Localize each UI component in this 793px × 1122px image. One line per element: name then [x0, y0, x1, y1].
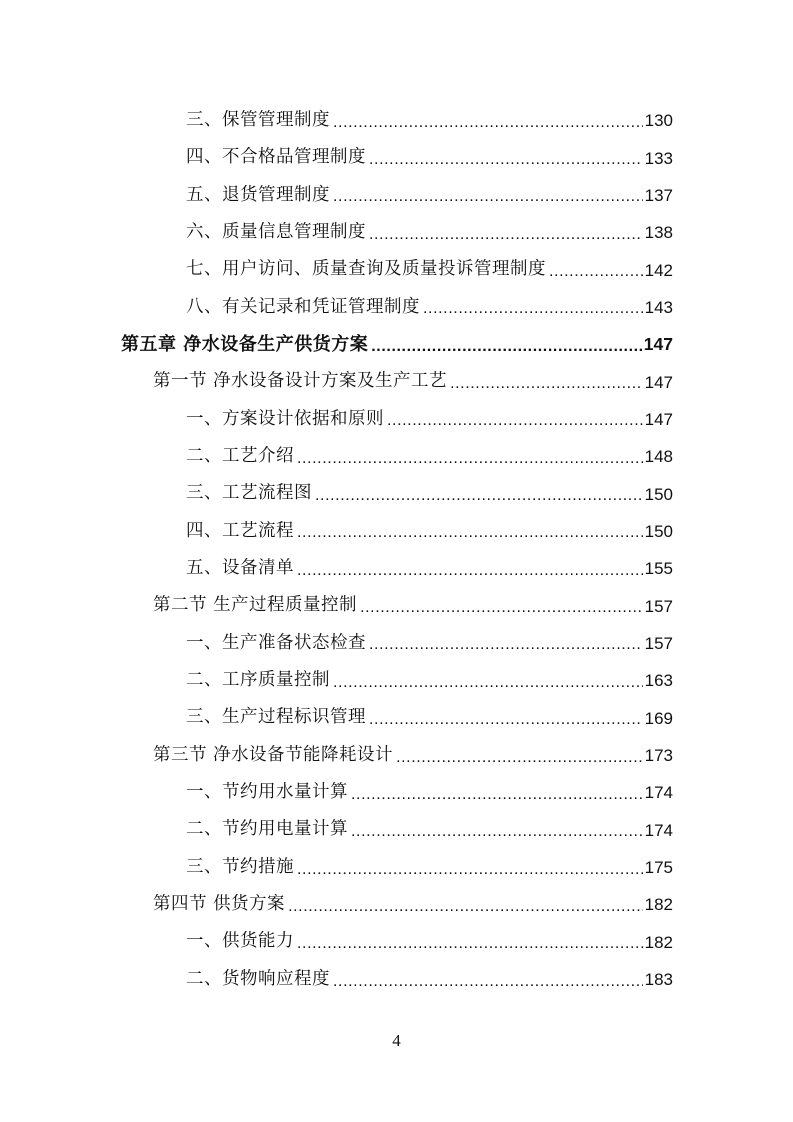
- toc-entry-page: 182: [644, 895, 673, 915]
- toc-entry-page: 148: [644, 447, 673, 467]
- toc-entry-page: 147: [643, 333, 673, 354]
- toc-entry-label: 四、不合格品管理制度: [186, 147, 366, 168]
- toc-entry-page: 174: [644, 820, 673, 840]
- toc-entry-label: 四、工艺流程: [186, 520, 294, 541]
- toc-entry-label: 第四节 供货方案: [153, 894, 286, 915]
- toc-entry-page: 163: [644, 671, 673, 691]
- toc-entry-page: 147: [644, 409, 673, 429]
- dot-leader: [549, 264, 643, 280]
- toc-entry-page: 150: [644, 521, 673, 541]
- toc-entry[interactable]: [0, 251, 793, 288]
- toc-entry-page: 130: [644, 111, 673, 131]
- toc-entry-page: 157: [644, 596, 673, 616]
- dot-leader: [450, 376, 643, 392]
- toc-entry-page: 150: [644, 484, 673, 504]
- dot-leader: [369, 637, 643, 653]
- toc-entry-label: 三、生产过程标识管理: [186, 707, 366, 728]
- dot-leader: [333, 974, 643, 990]
- dot-leader: [333, 189, 643, 205]
- toc-entry-label: 第五章 净水设备生产供货方案: [121, 333, 369, 355]
- toc-entry[interactable]: [0, 662, 793, 699]
- toc-entry-page: 155: [644, 559, 673, 579]
- toc-entry[interactable]: [0, 924, 793, 961]
- toc-entry-page: 133: [644, 148, 673, 168]
- toc-entry[interactable]: [0, 289, 793, 326]
- toc-entry-label: 第一节 净水设备设计方案及生产工艺: [153, 371, 448, 392]
- dot-leader: [396, 750, 643, 766]
- toc-entry-label: 三、节约措施: [186, 856, 294, 877]
- dot-leader: [297, 862, 643, 878]
- toc-entry-page: 169: [644, 708, 673, 728]
- toc-entry-label: 三、工艺流程图: [186, 483, 312, 504]
- toc-entry[interactable]: [0, 961, 793, 998]
- toc-entry-label: 一、生产准备状态检查: [186, 632, 366, 653]
- toc-chapter-entry[interactable]: [0, 326, 793, 363]
- toc-entry[interactable]: [0, 550, 793, 587]
- toc-entry-page: 182: [644, 932, 673, 952]
- toc-entry-page: 138: [644, 223, 673, 243]
- page-number: 4: [392, 1031, 401, 1050]
- toc-entry-label: 三、保管管理制度: [186, 109, 330, 130]
- dot-leader: [315, 488, 643, 504]
- dot-leader: [297, 451, 643, 467]
- toc-entry-label: 第二节 生产过程质量控制: [153, 595, 358, 616]
- toc-entry-page: 143: [644, 297, 673, 317]
- dot-leader: [297, 563, 643, 579]
- toc-entry-page: 157: [644, 633, 673, 653]
- toc-entry-label: 八、有关记录和凭证管理制度: [186, 296, 420, 317]
- toc-entry[interactable]: [0, 177, 793, 214]
- toc-entry-label: 二、工艺介绍: [186, 446, 294, 467]
- dot-leader: [288, 899, 643, 915]
- toc-section-entry[interactable]: [0, 587, 793, 624]
- toc-section-entry[interactable]: [0, 737, 793, 774]
- toc-entry[interactable]: [0, 102, 793, 139]
- toc-entry-label: 六、质量信息管理制度: [186, 221, 366, 242]
- toc-entry-page: 137: [644, 185, 673, 205]
- dot-leader: [360, 600, 643, 616]
- dot-leader: [297, 936, 643, 952]
- toc-entry-page: 174: [644, 783, 673, 803]
- toc-entry-page: 147: [644, 372, 673, 392]
- toc-section-entry[interactable]: [0, 363, 793, 400]
- dot-leader: [369, 712, 643, 728]
- toc-entry-label: 五、退货管理制度: [186, 184, 330, 205]
- dot-leader: [351, 824, 643, 840]
- toc-entry-label: 七、用户访问、质量查询及质量投诉管理制度: [186, 259, 546, 280]
- toc-entry-label: 二、节约用电量计算: [186, 819, 348, 840]
- dot-leader: [387, 413, 643, 429]
- toc-section-entry[interactable]: [0, 886, 793, 923]
- toc-entry-label: 一、节约用水量计算: [186, 782, 348, 803]
- toc-entry[interactable]: [0, 774, 793, 811]
- toc-entry[interactable]: [0, 139, 793, 176]
- dot-leader: [423, 301, 643, 317]
- toc-entry-label: 第三节 净水设备节能降耗设计: [153, 744, 394, 765]
- dot-leader: [351, 787, 643, 803]
- toc-entry[interactable]: [0, 625, 793, 662]
- dot-leader: [333, 675, 643, 691]
- toc-entry[interactable]: [0, 401, 793, 438]
- table-of-contents: [0, 102, 793, 998]
- toc-entry[interactable]: [0, 513, 793, 550]
- toc-entry[interactable]: [0, 849, 793, 886]
- dot-leader: [333, 115, 643, 131]
- toc-entry-label: 二、工序质量控制: [186, 670, 330, 691]
- dot-leader: [297, 525, 643, 541]
- toc-entry-label: 一、供货能力: [186, 931, 294, 952]
- toc-entry[interactable]: [0, 700, 793, 737]
- toc-entry[interactable]: [0, 214, 793, 251]
- toc-entry[interactable]: [0, 438, 793, 475]
- toc-entry[interactable]: [0, 812, 793, 849]
- toc-entry[interactable]: [0, 475, 793, 512]
- dot-leader: [371, 339, 642, 355]
- toc-entry-label: 二、货物响应程度: [186, 968, 330, 989]
- toc-entry-label: 一、方案设计依据和原则: [186, 408, 384, 429]
- toc-entry-page: 173: [644, 746, 673, 766]
- toc-entry-page: 183: [644, 970, 673, 990]
- toc-entry-page: 175: [644, 858, 673, 878]
- toc-entry-page: 142: [644, 260, 673, 280]
- dot-leader: [369, 227, 643, 243]
- dot-leader: [369, 152, 643, 168]
- toc-entry-label: 五、设备清单: [186, 558, 294, 579]
